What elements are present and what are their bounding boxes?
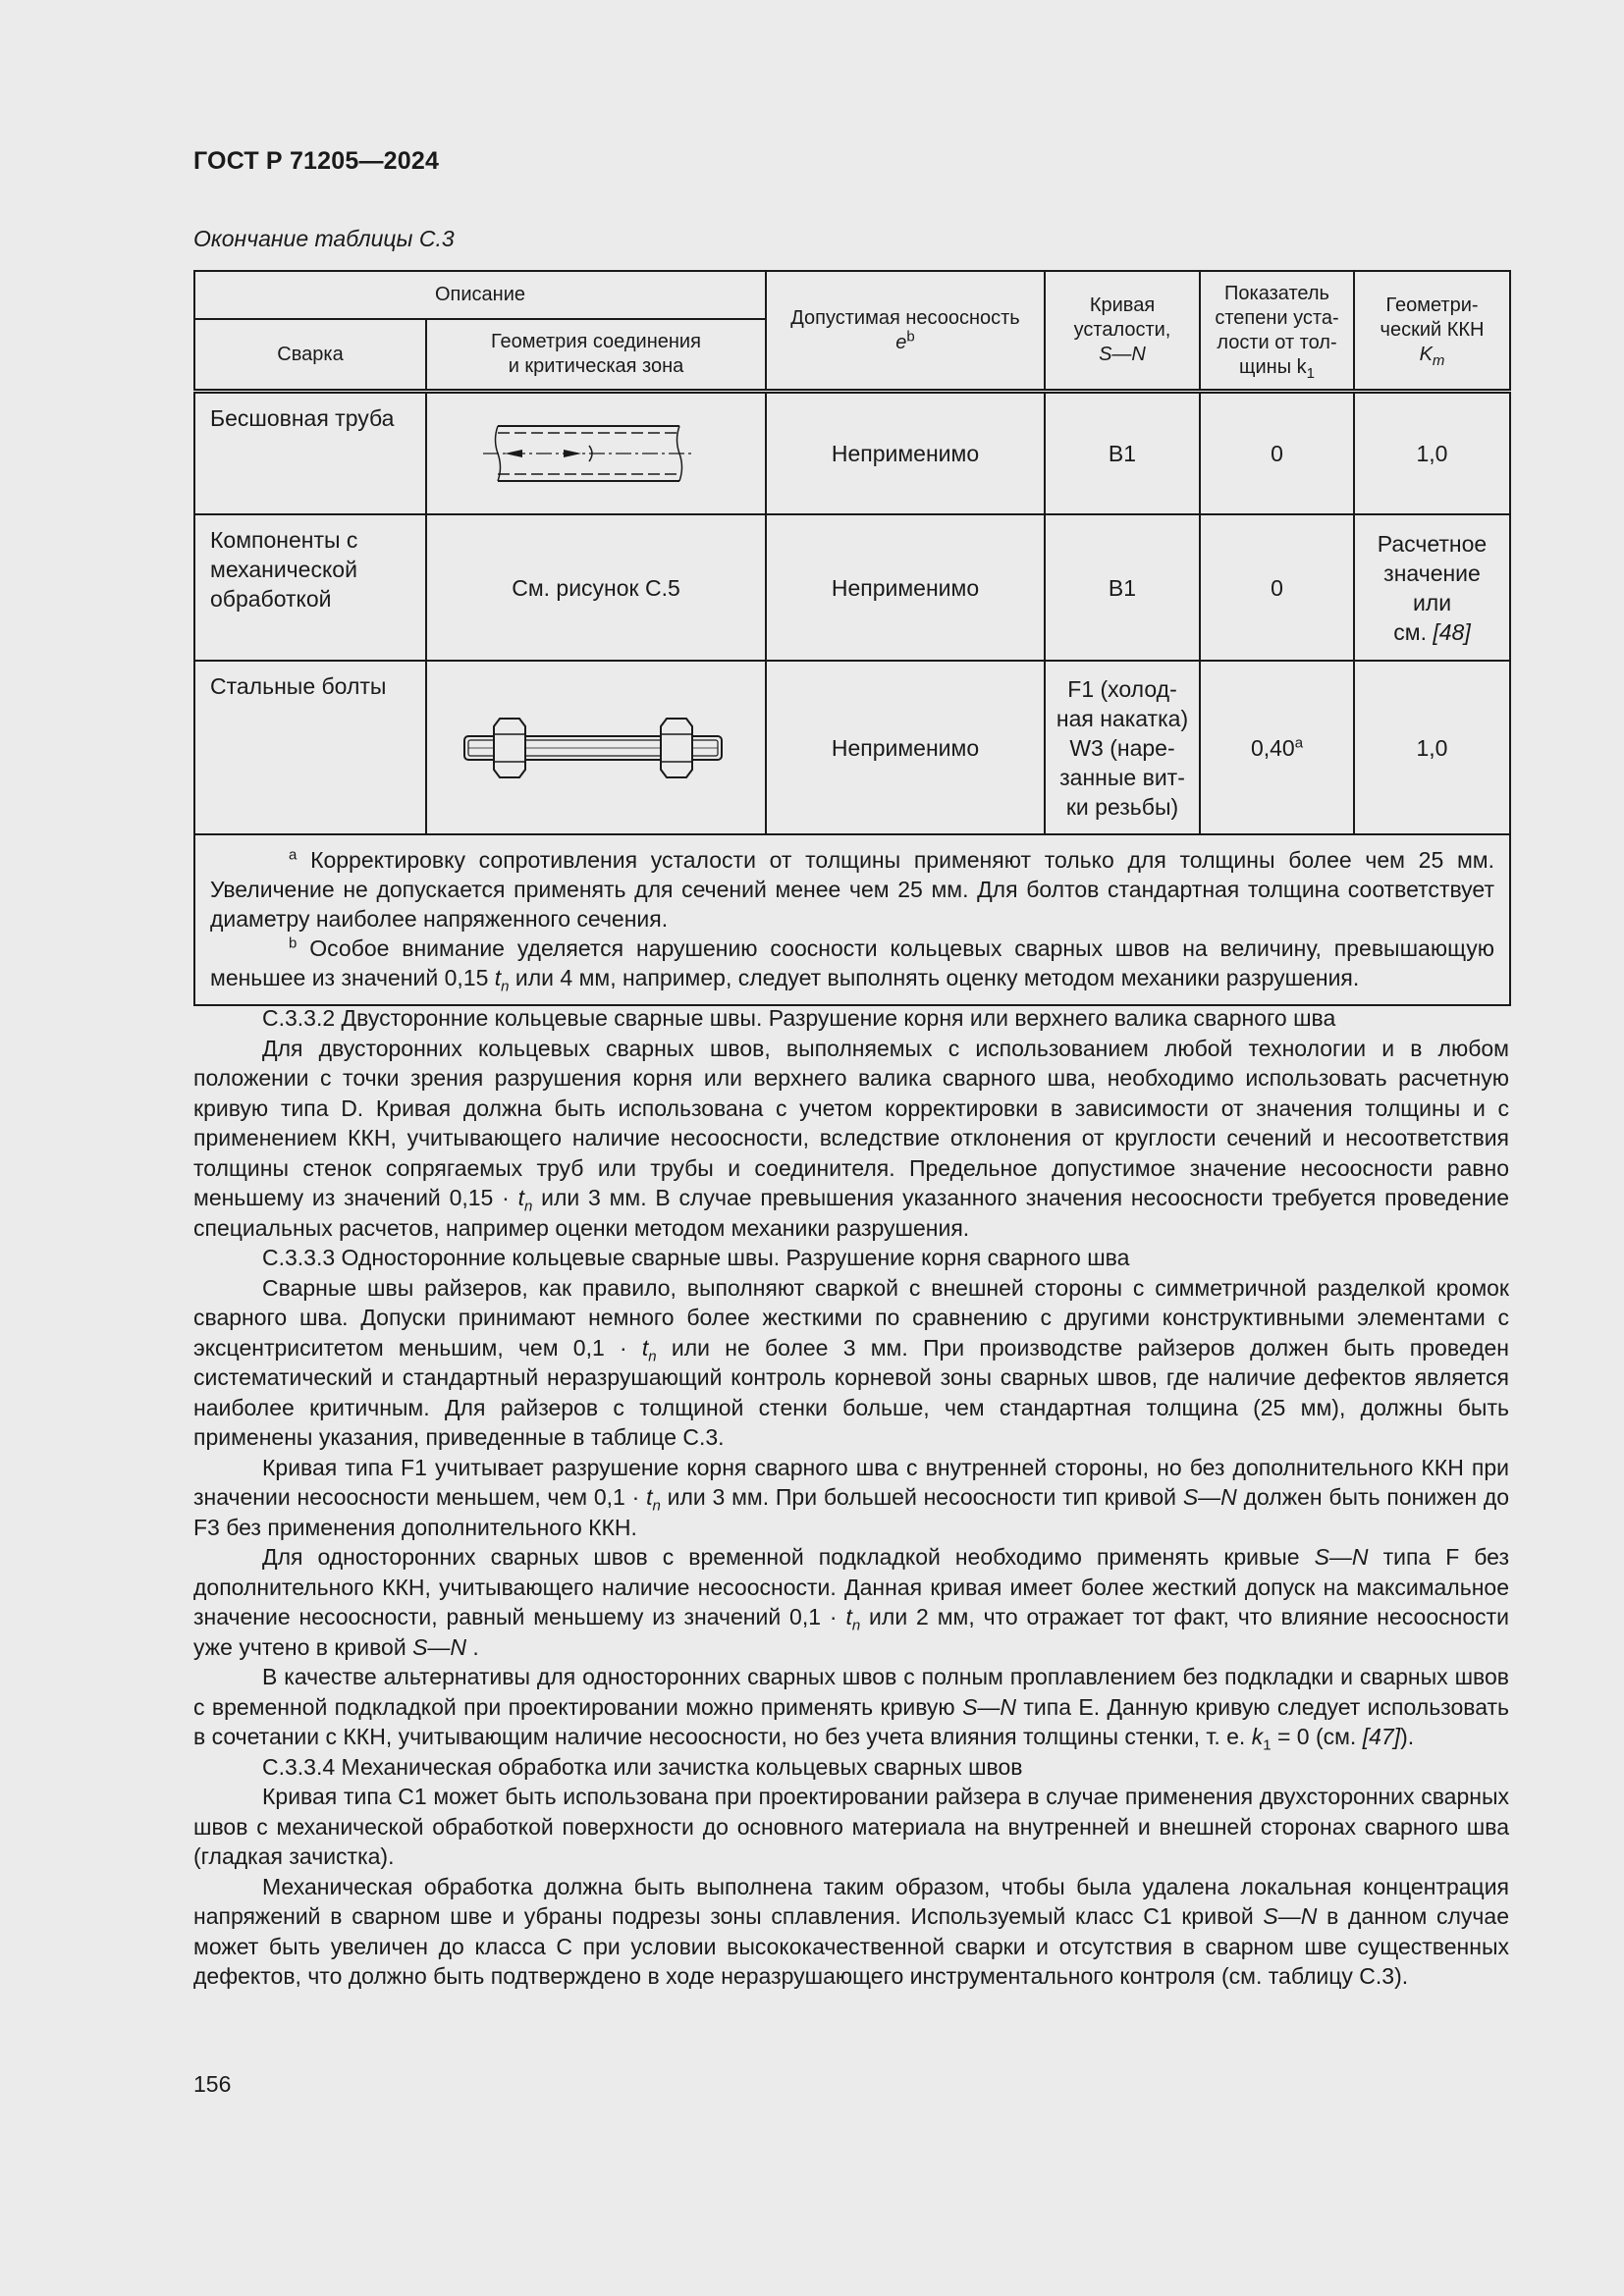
- cell-geometry: [426, 392, 766, 515]
- cell-k1: 0,40$^a$: [1200, 661, 1354, 834]
- header-weld: Сварка: [194, 319, 426, 392]
- footnote-b: $^b$ Особое внимание уделяется нарушению соосности кольцевых сварных швов на величину, превышающую меньшее из значений 0,15 $t_n$ или 4 мм, например, следует выполнять оценку методом механики разрушения.: [210, 934, 1494, 995]
- cell-curve: B1: [1045, 514, 1200, 661]
- seamless-pipe-diagram: [483, 406, 709, 501]
- table-notes-row: [194, 834, 1510, 1005]
- header-fatigue-curve: Кривая усталости, S—N: [1045, 271, 1200, 392]
- cell-curve: F1 (холод- ная накатка) W3 (наре- занные вит- ки резьбы): [1045, 661, 1200, 834]
- table-row: [194, 392, 1510, 515]
- paragraph: Кривая типа C1 может быть использована при проектировании райзера в случае применения двухсторонних сварных швов с механической обработкой поверхности до основного материала на внутренней и внешней сторонах сварного шва (гладкая зачистка).: [193, 1784, 1509, 1869]
- cell-misalignment: Неприменимо: [766, 661, 1045, 834]
- header-geometry: Геометрия соединения и критическая зона: [426, 319, 766, 392]
- reference-link: [48]: [1433, 618, 1471, 645]
- section-heading: С.3.3.4 Механическая обработка или зачистка кольцевых сварных швов: [262, 1753, 1023, 1780]
- cell-curve: B1: [1045, 392, 1200, 515]
- header-description: Описание: [194, 271, 766, 319]
- cell-k1: 0: [1200, 392, 1354, 515]
- cell-km: 1,0: [1354, 661, 1510, 834]
- cell-weld: Стальные болты: [194, 661, 426, 834]
- cell-geometry: [426, 661, 766, 834]
- table-footnotes: [194, 834, 1510, 1005]
- cell-misalignment: Неприменимо: [766, 514, 1045, 661]
- paragraph: Для двусторонних кольцевых сварных швов, выполняемых с использованием любой технологии и в любом положении с точки зрения разрушения корня или верхнего валика сварного шва, необходимо использовать расчетную кривую типа D. Кривая должна быть использована с учетом корректировки в зависимости от значения толщины и с применением ККН, учитывающего наличие несоосности, вследствие отклонения от круглости сечений и несоответствия толщины стенок сопрягаемых труб или трубы и соединителя. Предельное допустимое значение несоосности равно меньшему из значений $0,15 \cdot t_n$ или 3 мм. В случае превышения указанного значения несоосности требуется проведение специальных расчетов, например оценки методом механики разрушения.: [193, 1035, 1510, 1241]
- body-text: [193, 1003, 1509, 1992]
- paragraph: Кривая типа F1 учитывает разрушение корня сварного шва с внутренней стороны, но без дополнительного ККН при значении несоосности меньшем, чем $0,1 \cdot t_n$ или 3 мм. При большей несоосности тип кривой S—N должен быть понижен до F3 без применения дополнительного ККН.: [193, 1454, 1510, 1540]
- header-thickness-exponent: Показатель степени уста- лости от тол- щины $k_1$: [1200, 271, 1354, 392]
- table-row: [194, 661, 1510, 834]
- document-header: ГОСТ Р 71205—2024: [193, 147, 440, 175]
- section-heading: С.3.3.3 Односторонние кольцевые сварные швы. Разрушение корня сварного шва: [262, 1245, 1130, 1270]
- cell-weld: Компоненты с механической обработкой: [194, 514, 426, 661]
- header-misalignment: Допустимая несоосность $e^b$: [766, 271, 1045, 392]
- cell-km: Расчетное значение или см. [48]: [1354, 514, 1510, 661]
- cell-misalignment: Неприменимо: [766, 392, 1045, 515]
- section-heading: С.3.3.2 Двусторонние кольцевые сварные швы. Разрушение корня или верхнего валика сварного шва: [262, 1005, 1336, 1031]
- cell-k1: 0: [1200, 514, 1354, 661]
- table-caption: Окончание таблицы С.3: [193, 226, 455, 251]
- paragraph: Для односторонних сварных швов с временной подкладкой необходимо применять кривые S—N типа F без дополнительного ККН, учитывающего наличие несоосности. Данная кривая имеет более жесткий допуск на максимальное значение несоосности, равный меньшему из значений $0,1 \cdot t_n$ или 2 мм, что отражает тот факт, что влияние несоосности уже учтено в кривой S—N .: [193, 1544, 1510, 1660]
- paragraph: В качестве альтернативы для односторонних сварных швов с полным проплавлением без подкладки и сварных швов с временной подкладкой при проектировании можно применять кривую S—N типа E. Данную кривую следует использовать в сочетании с ККН, учитывающим наличие несоосности, но без учета влияния толщины стенки, т. е. $k_1 = 0$ (см. [47]).: [193, 1664, 1510, 1754]
- table-row: [194, 514, 1510, 661]
- steel-bolt-diagram: [459, 709, 733, 787]
- header-geometric-scf: Геометри- ческий ККН $K_m$: [1354, 271, 1510, 392]
- cell-km: 1,0: [1354, 392, 1510, 515]
- weld-table: [193, 270, 1511, 1006]
- paragraph: Механическая обработка должна быть выполнена таким образом, чтобы была удалена локальная концентрация напряжений в сварном шве и убраны подрезы зоны сплавления. Используемый класс C1 кривой S—N в данном случае может быть увеличен до класса C при условии высококачественной сварки и отсутствия в сварном шве существенных дефектов, что должно быть подтверждено в ходе неразрушающего инструментального контроля (см. таблицу С.3).: [193, 1873, 1509, 1989]
- cell-weld: Бесшовная труба: [194, 392, 426, 515]
- paragraph: Сварные швы райзеров, как правило, выполняют сваркой с внешней стороны с симметричной разделкой кромок сварного шва. Допуски принимают немного более жесткими по сравнению с другими конструктивными элементами с эксцентриситетом меньшим, чем $0,1 \cdot t_n$ или не более 3 мм. При производстве райзеров должен быть проведен систематический и стандартный неразрушающий контроль корневой зоны сварных швов, где наличие дефектов является наиболее критичным. Для райзеров с толщиной стенки больше, чем стандартная толщина (25 мм), должны быть применены указания, приведенные в таблице С.3.: [193, 1274, 1509, 1450]
- cell-geometry: См. рисунок С.5: [426, 514, 766, 661]
- footnote-a: $^a$ Корректировку сопротивления усталости от толщины применяют только для толщины более чем 25 мм. Увеличение не допускается применять для сечений менее чем 25 мм. Для болтов стандартная толщина соответствует диаметру наиболее напряженного сечения.: [210, 846, 1494, 932]
- page-number: 156: [193, 2071, 232, 2097]
